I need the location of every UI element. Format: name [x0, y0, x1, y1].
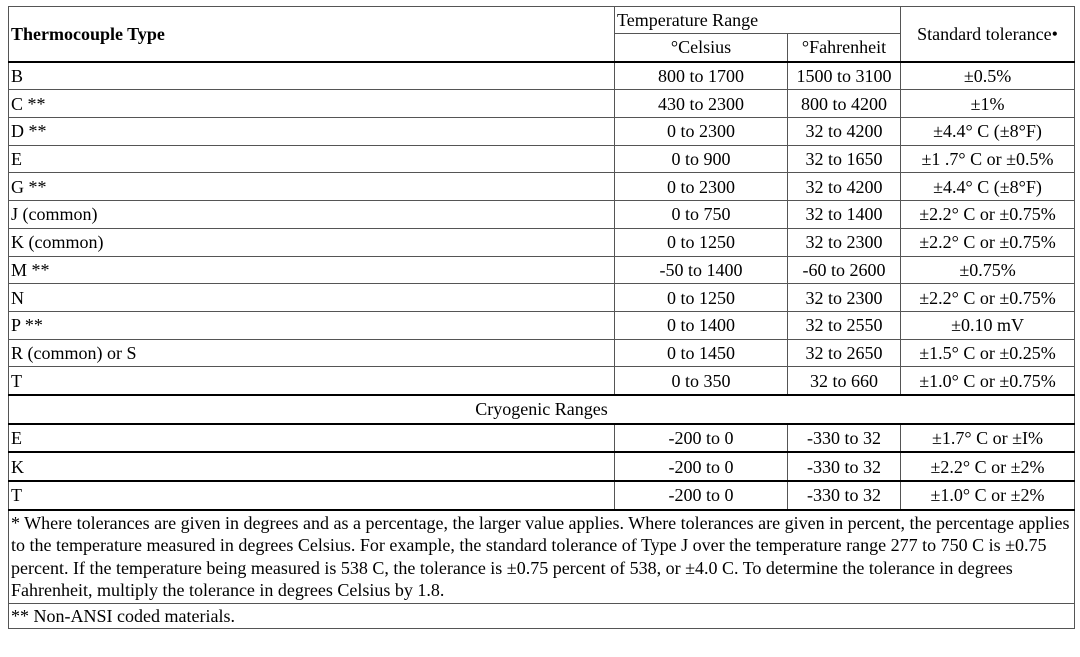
cell-fahrenheit: 1500 to 3100: [788, 62, 901, 90]
cell-type: M **: [9, 256, 615, 284]
cell-fahrenheit: 32 to 2650: [788, 339, 901, 367]
cell-fahrenheit: 32 to 4200: [788, 173, 901, 201]
cell-celsius: 0 to 1250: [615, 228, 788, 256]
cell-tolerance: ±4.4° C (±8°F): [901, 173, 1075, 201]
cell-tolerance: ±2.2° C or ±0.75%: [901, 201, 1075, 229]
cell-tolerance: ±2.2° C or ±2%: [901, 452, 1075, 481]
cell-tolerance: ±2.2° C or ±0.75%: [901, 284, 1075, 312]
cell-fahrenheit: -60 to 2600: [788, 256, 901, 284]
thermocouple-table-container: [8, 6, 1074, 629]
table-row: [9, 145, 1075, 173]
cell-tolerance: ±1.0° C or ±2%: [901, 481, 1075, 510]
header-temperature-range: Temperature Range: [615, 7, 901, 34]
footnote-row: [9, 603, 1075, 628]
table-row: [9, 62, 1075, 90]
cell-fahrenheit: 800 to 4200: [788, 90, 901, 118]
cell-celsius: -50 to 1400: [615, 256, 788, 284]
cell-celsius: 0 to 1400: [615, 311, 788, 339]
table-row: [9, 256, 1075, 284]
cell-type: E: [9, 424, 615, 453]
cell-fahrenheit: 32 to 2300: [788, 284, 901, 312]
cryogenic-section-row: [9, 395, 1075, 424]
table-row: [9, 201, 1075, 229]
table-row: [9, 481, 1075, 510]
table-row: [9, 228, 1075, 256]
cell-tolerance: ±2.2° C or ±0.75%: [901, 228, 1075, 256]
cell-type: E: [9, 145, 615, 173]
cell-celsius: 0 to 900: [615, 145, 788, 173]
cell-celsius: 0 to 2300: [615, 173, 788, 201]
thermocouple-table: [8, 6, 1075, 629]
cell-tolerance: ±1.5° C or ±0.25%: [901, 339, 1075, 367]
header-row-1: [9, 7, 1075, 34]
cell-fahrenheit: -330 to 32: [788, 452, 901, 481]
table-row: [9, 367, 1075, 395]
cell-celsius: -200 to 0: [615, 424, 788, 453]
cell-tolerance: ±0.10 mV: [901, 311, 1075, 339]
footnote-non-ansi: ** Non-ANSI coded materials.: [9, 603, 1075, 628]
cell-celsius: 0 to 1250: [615, 284, 788, 312]
header-standard-tolerance: Standard tolerance•: [901, 7, 1075, 62]
table-row: [9, 118, 1075, 146]
cell-type: P **: [9, 311, 615, 339]
cell-type: D **: [9, 118, 615, 146]
table-body: [9, 62, 1075, 629]
cell-tolerance: ±4.4° C (±8°F): [901, 118, 1075, 146]
cryogenic-ranges-heading: Cryogenic Ranges: [9, 395, 1075, 424]
table-row: [9, 452, 1075, 481]
cell-fahrenheit: 32 to 1650: [788, 145, 901, 173]
cell-celsius: 0 to 1450: [615, 339, 788, 367]
table-row: [9, 424, 1075, 453]
cell-fahrenheit: -330 to 32: [788, 424, 901, 453]
footnote-tolerance: * Where tolerances are given in degrees and as a percentage, the larger value applies. Where tolerances are given in percent, the percentage applies to the temperature measured in degrees Celsius. For example, the standard tolerance of Type J over the temperature range 277 to 750 C is ±0.75 percent. If the temperature being measured is 538 C, the tolerance is ±0.75 percent of 538, or ±4.0 C. To determine the tolerance in degrees Fahrenheit, multiply the tolerance in degrees Celsius by 1.8.: [9, 510, 1075, 604]
header-thermocouple-type: Thermocouple Type: [9, 7, 615, 62]
cell-fahrenheit: 32 to 1400: [788, 201, 901, 229]
table-row: [9, 173, 1075, 201]
cell-tolerance: ±1%: [901, 90, 1075, 118]
cell-type: G **: [9, 173, 615, 201]
header-fahrenheit: °Fahrenheit: [788, 34, 901, 62]
table-header: [9, 7, 1075, 62]
cell-tolerance: ±1.7° C or ±I%: [901, 424, 1075, 453]
table-row: [9, 311, 1075, 339]
cell-type: B: [9, 62, 615, 90]
cell-celsius: 0 to 2300: [615, 118, 788, 146]
cell-tolerance: ±0.5%: [901, 62, 1075, 90]
cell-celsius: 800 to 1700: [615, 62, 788, 90]
cell-celsius: -200 to 0: [615, 481, 788, 510]
cell-type: N: [9, 284, 615, 312]
table-row: [9, 90, 1075, 118]
cell-type: C **: [9, 90, 615, 118]
cell-fahrenheit: 32 to 4200: [788, 118, 901, 146]
cell-type: K (common): [9, 228, 615, 256]
cell-type: T: [9, 481, 615, 510]
table-row: [9, 339, 1075, 367]
cell-celsius: 0 to 750: [615, 201, 788, 229]
header-celsius: °Celsius: [615, 34, 788, 62]
table-row: [9, 284, 1075, 312]
cell-tolerance: ±1.0° C or ±0.75%: [901, 367, 1075, 395]
cell-type: J (common): [9, 201, 615, 229]
cell-celsius: 0 to 350: [615, 367, 788, 395]
cell-type: R (common) or S: [9, 339, 615, 367]
cell-fahrenheit: -330 to 32: [788, 481, 901, 510]
cell-fahrenheit: 32 to 660: [788, 367, 901, 395]
cell-fahrenheit: 32 to 2550: [788, 311, 901, 339]
cell-celsius: 430 to 2300: [615, 90, 788, 118]
cell-type: K: [9, 452, 615, 481]
cell-celsius: -200 to 0: [615, 452, 788, 481]
cell-type: T: [9, 367, 615, 395]
cell-tolerance: ±1 .7° C or ±0.5%: [901, 145, 1075, 173]
footnote-row: [9, 510, 1075, 604]
cell-fahrenheit: 32 to 2300: [788, 228, 901, 256]
cell-tolerance: ±0.75%: [901, 256, 1075, 284]
